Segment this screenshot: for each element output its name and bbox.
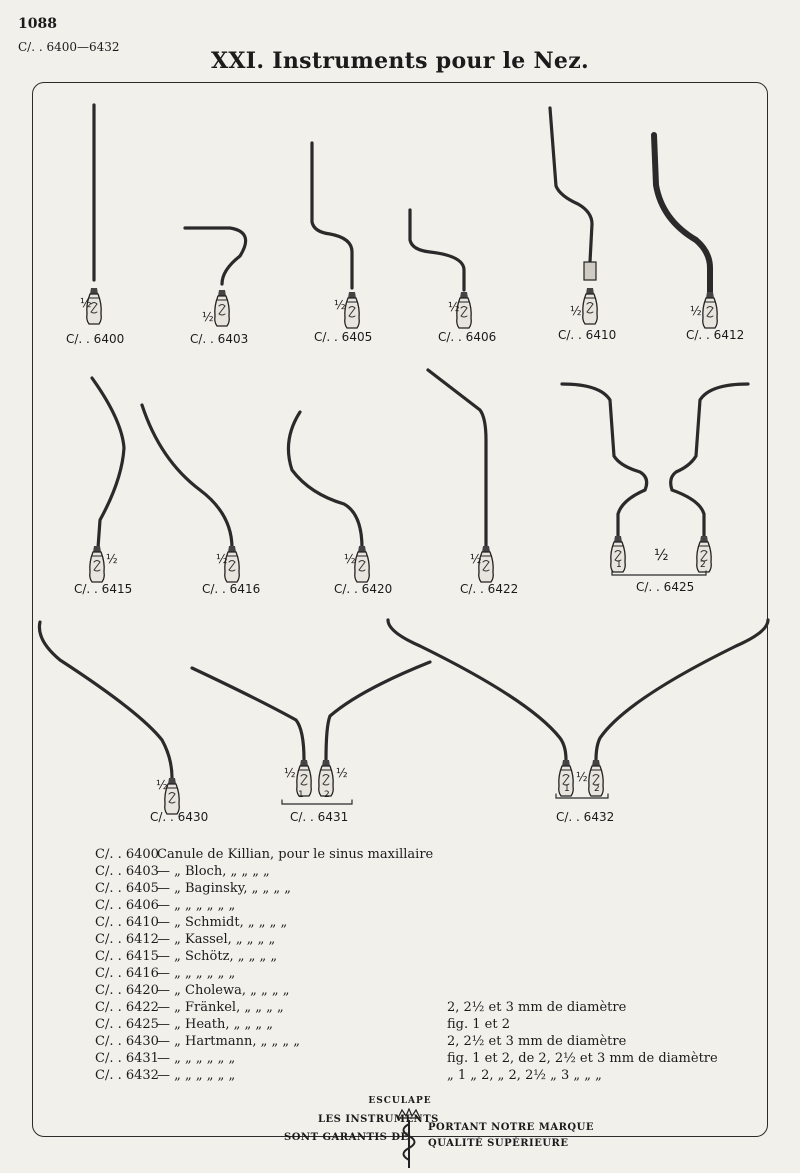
size-mark-6416: ½ bbox=[216, 552, 228, 566]
size-mark-6432: ½ bbox=[576, 770, 588, 784]
catalog-row: C/. . 6416 — „ „ „ „ „ „ bbox=[95, 966, 236, 981]
catalog-row: C/. . 6400 Canule de Killian, pour le sinus maxillaire bbox=[95, 847, 434, 862]
catalog-row: C/. . 6406 — „ „ „ „ „ „ bbox=[95, 898, 236, 913]
instrument-6425-fig1 bbox=[562, 384, 647, 572]
catalog-row: C/. . 6403 — „ Bloch, „ „ „ „ bbox=[95, 864, 270, 879]
instrument-6432-fig2 bbox=[589, 620, 768, 796]
caption-6422: C/. . 6422 bbox=[460, 582, 519, 596]
instrument-6410 bbox=[550, 108, 597, 324]
instrument-6420 bbox=[288, 412, 369, 582]
size-mark-6431-left: ½ bbox=[284, 766, 296, 780]
catalog-row: C/. . 6410 — „ Schmidt, „ „ „ „ bbox=[95, 915, 288, 930]
caption-6420: C/. . 6420 bbox=[334, 582, 393, 596]
size-mark-6406: ½ bbox=[448, 300, 460, 314]
caption-6405: C/. . 6405 bbox=[314, 330, 373, 344]
catalog-row: C/. . 6405 — „ Baginsky, „ „ „ „ bbox=[95, 881, 291, 896]
footer-right-line2: QUALITÉ SUPÉRIEURE bbox=[428, 1138, 569, 1149]
footer-left-line1: LES INSTRUMENTS bbox=[318, 1114, 439, 1125]
bracket-6425 bbox=[612, 571, 706, 575]
caption-6406: C/. . 6406 bbox=[438, 330, 497, 344]
instrument-6412 bbox=[654, 135, 717, 328]
instrument-6403 bbox=[185, 228, 246, 326]
instrument-6425-fig2 bbox=[671, 384, 748, 572]
bracket-6431 bbox=[282, 800, 352, 804]
caption-6410: C/. . 6410 bbox=[558, 328, 617, 342]
catalog-row: C/. . 6430 — „ Hartmann, „ „ „ „ 2, 2½ et 3 mm de diamètre bbox=[95, 1034, 627, 1049]
caption-6415: C/. . 6415 bbox=[74, 582, 133, 596]
caption-6431: C/. . 6431 bbox=[290, 810, 349, 824]
catalog-row: C/. . 6432 — „ „ „ „ „ „ „ 1 „ 2, „ 2, 2½ „ 3 „ „ „ bbox=[95, 1068, 602, 1083]
instrument-6400 bbox=[87, 105, 102, 324]
instrument-6432-fig1 bbox=[388, 620, 573, 796]
catalog-row: C/. . 6415 — „ Schötz, „ „ „ „ bbox=[95, 949, 278, 964]
instrument-6422 bbox=[428, 370, 493, 582]
catalog-list bbox=[95, 846, 775, 1084]
fig2-6425: 2 bbox=[700, 560, 706, 570]
size-mark-6425: ½ bbox=[654, 546, 669, 564]
page-title: XXI. Instruments pour le Nez. bbox=[211, 48, 589, 74]
footer-right-line1: PORTANT NOTRE MARQUE bbox=[428, 1122, 594, 1133]
fig2-6432: 2 bbox=[594, 784, 600, 794]
caption-6403: C/. . 6403 bbox=[190, 332, 249, 346]
size-mark-6422: ½ bbox=[470, 552, 482, 566]
caption-6432: C/. . 6432 bbox=[556, 810, 615, 824]
catalog-row: C/. . 6420 — „ Cholewa, „ „ „ „ bbox=[95, 983, 290, 998]
catalog-range: C/. . 6400—6432 bbox=[18, 40, 120, 54]
catalog-row: C/. . 6425 — „ Heath, „ „ „ „ fig. 1 et 2 bbox=[95, 1017, 510, 1032]
instrument-6406 bbox=[410, 210, 471, 328]
size-mark-6415: ½ bbox=[106, 552, 118, 566]
catalog-row: C/. . 6431 — „ „ „ „ „ „ fig. 1 et 2, de 2, 2½ et 3 mm de diamètre bbox=[95, 1051, 718, 1066]
page-number: 1088 bbox=[18, 16, 57, 32]
fig1-6431: 1 bbox=[298, 790, 304, 800]
catalog-row: C/. . 6422 — „ Fränkel, „ „ „ „ 2, 2½ et 3 mm de diamètre bbox=[95, 1000, 627, 1015]
size-mark-6403: ½ bbox=[202, 310, 214, 324]
footer-left-line2: SONT GARANTIS DE bbox=[284, 1132, 409, 1143]
caption-6416: C/. . 6416 bbox=[202, 582, 261, 596]
caption-6430: C/. . 6430 bbox=[150, 810, 209, 824]
catalog-row: C/. . 6412 — „ Kassel, „ „ „ „ bbox=[95, 932, 276, 947]
size-mark-6430: ½ bbox=[156, 778, 168, 792]
size-mark-6412: ½ bbox=[690, 304, 702, 318]
size-mark-6410: ½ bbox=[570, 304, 582, 318]
caption-6412: C/. . 6412 bbox=[686, 328, 745, 342]
caption-6425: C/. . 6425 bbox=[636, 580, 695, 594]
size-mark-6405: ½ bbox=[334, 298, 346, 312]
size-mark-6400: ½ bbox=[80, 296, 92, 310]
caption-6400: C/. . 6400 bbox=[66, 332, 125, 346]
fig2-6431: 2 bbox=[324, 790, 330, 800]
fig1-6425: 1 bbox=[616, 560, 622, 570]
footer-brand: ESCULAPE bbox=[368, 1096, 432, 1106]
size-mark-6431-right: ½ bbox=[336, 766, 348, 780]
fig1-6432: 1 bbox=[564, 784, 570, 794]
size-mark-6420: ½ bbox=[344, 552, 356, 566]
